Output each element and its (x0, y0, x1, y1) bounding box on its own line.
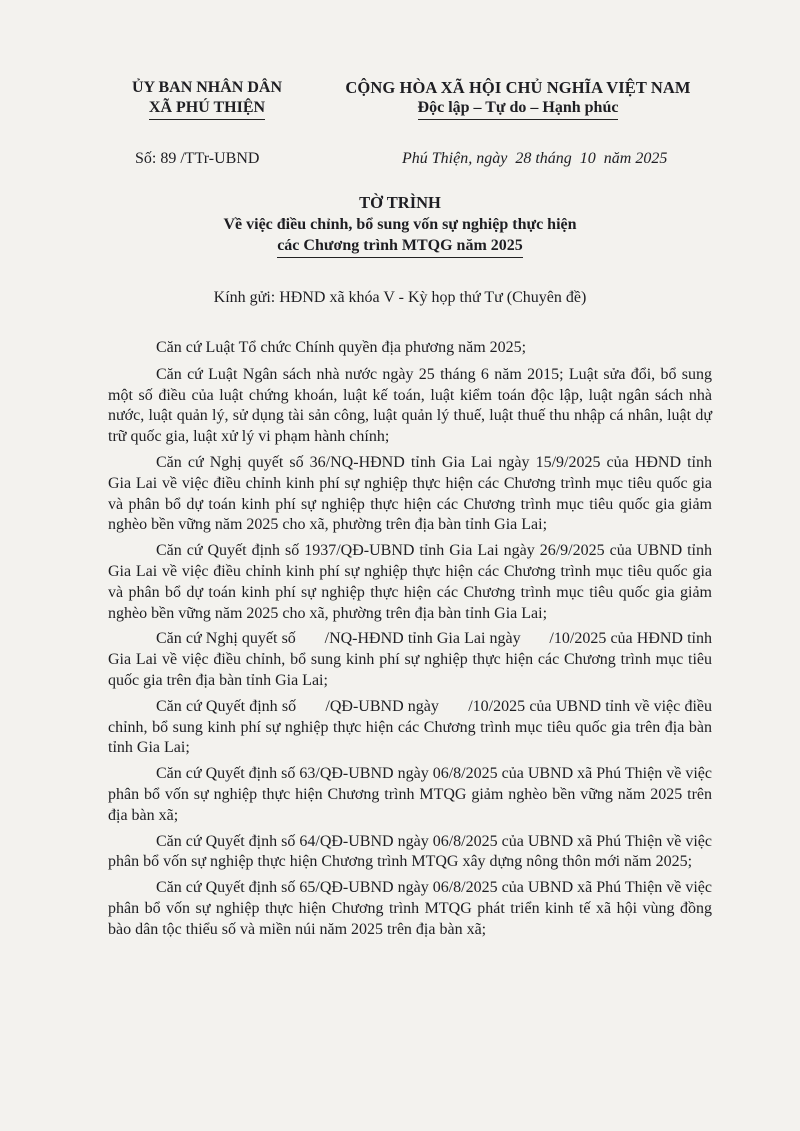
subject-line-2: các Chương trình MTQG năm 2025 (277, 235, 523, 258)
document-number: Số: 89 /TTr-UBND (135, 150, 260, 167)
subject-line-1: Về việc điều chỉnh, bổ sung vốn sự nghiệp thực hiện (223, 216, 577, 233)
legal-basis-paragraph: Căn cứ Nghị quyết số /NQ-HĐND tỉnh Gia Lai ngày /10/2025 của HĐND tỉnh Gia Lai về việc điều chỉnh, bổ sung kinh phí sự nghiệp thực hiện các Chương trình mục tiêu quốc gia trên địa bàn tỉnh Gia Lai; (108, 630, 716, 689)
org-line-2: XÃ PHÚ THIỆN (149, 98, 265, 120)
legal-basis-paragraph: Căn cứ Luật Ngân sách nhà nước ngày 25 tháng 6 năm 2015; Luật sửa đổi, bổ sung một số điều của luật chứng khoán, luật kế toán, luật kiểm toán độc lập, luật ngân sách nhà nước, luật quản lý, sử dụng tài sản công, luật quản lý thuế, luật thuế thu nhập cá nhân, luật dự trữ quốc gia, luật xử lý vi phạm hành chính; (108, 365, 716, 446)
place-and-date: Phú Thiện, ngày 28 tháng 10 năm 2025 (402, 150, 668, 167)
legal-basis-paragraph: Căn cứ Quyết định số 65/QĐ-UBND ngày 06/8/2025 của UBND xã Phú Thiện về việc phân bổ vốn sự nghiệp thực hiện Chương trình MTQG phát triển kinh tế xã hội vùng đồng bào dân tộc thiểu số và miền núi năm 2025 trên địa bàn xã; (108, 879, 716, 938)
legal-basis-paragraph: Căn cứ Quyết định số 64/QĐ-UBND ngày 06/8/2025 của UBND xã Phú Thiện về việc phân bổ vốn sự nghiệp thực hiện Chương trình MTQG xây dựng nông thôn mới năm 2025; (108, 832, 716, 871)
document-header (0, 78, 800, 128)
addressee: Kính gửi: HĐND xã khóa V - Kỳ họp thứ Tư (Chuyên đề) (213, 289, 587, 306)
org-line-1: ỦY BAN NHÂN DÂN (131, 79, 283, 96)
document-type: TỜ TRÌNH (359, 193, 441, 212)
legal-basis-paragraph: Căn cứ Nghị quyết số 36/NQ-HĐND tỉnh Gia Lai ngày 15/9/2025 của HĐND tỉnh Gia Lai về việc điều chỉnh kinh phí sự nghiệp thực hiện các Chương trình mục tiêu quốc gia và phân bổ dự toán kinh phí sự nghiệp thực hiện các Chương trình mục tiêu quốc gia giảm nghèo bền vững năm 2025 cho xã, phường trên địa bàn tỉnh Gia Lai; (108, 453, 716, 534)
nation-title: CỘNG HÒA XÃ HỘI CHỦ NGHĨA VIỆT NAM (345, 78, 691, 97)
issuing-organization (112, 78, 302, 120)
document-title (0, 192, 800, 258)
national-motto: Độc lập – Tự do – Hạnh phúc (418, 98, 619, 120)
legal-basis-paragraph: Căn cứ Quyết định số 1937/QĐ-UBND tỉnh Gia Lai ngày 26/9/2025 của UBND tỉnh Gia Lai về việc điều chỉnh kinh phí sự nghiệp thực hiện các Chương trình mục tiêu quốc gia và phân bổ dự toán kinh phí sự nghiệp thực hiện các Chương trình mục tiêu quốc gia giảm nghèo bền vững năm 2025 cho xã, phường trên địa bàn tỉnh Gia Lai; (108, 542, 716, 622)
document-body (108, 338, 716, 946)
legal-basis-paragraph: Căn cứ Quyết định số /QĐ-UBND ngày /10/2025 của UBND tỉnh về việc điều chỉnh, bổ sung kinh phí sự nghiệp thực hiện các Chương trình mục tiêu quốc gia trên địa bàn tỉnh Gia Lai; (108, 697, 716, 757)
national-heading (318, 78, 718, 120)
legal-basis-paragraph: Căn cứ Quyết định số 63/QĐ-UBND ngày 06/8/2025 của UBND xã Phú Thiện về việc phân bổ vốn sự nghiệp thực hiện Chương trình MTQG giảm nghèo bền vững năm 2025 trên địa bàn xã; (108, 765, 716, 824)
legal-basis-paragraph: Căn cứ Luật Tổ chức Chính quyền địa phương năm 2025; (156, 339, 527, 356)
